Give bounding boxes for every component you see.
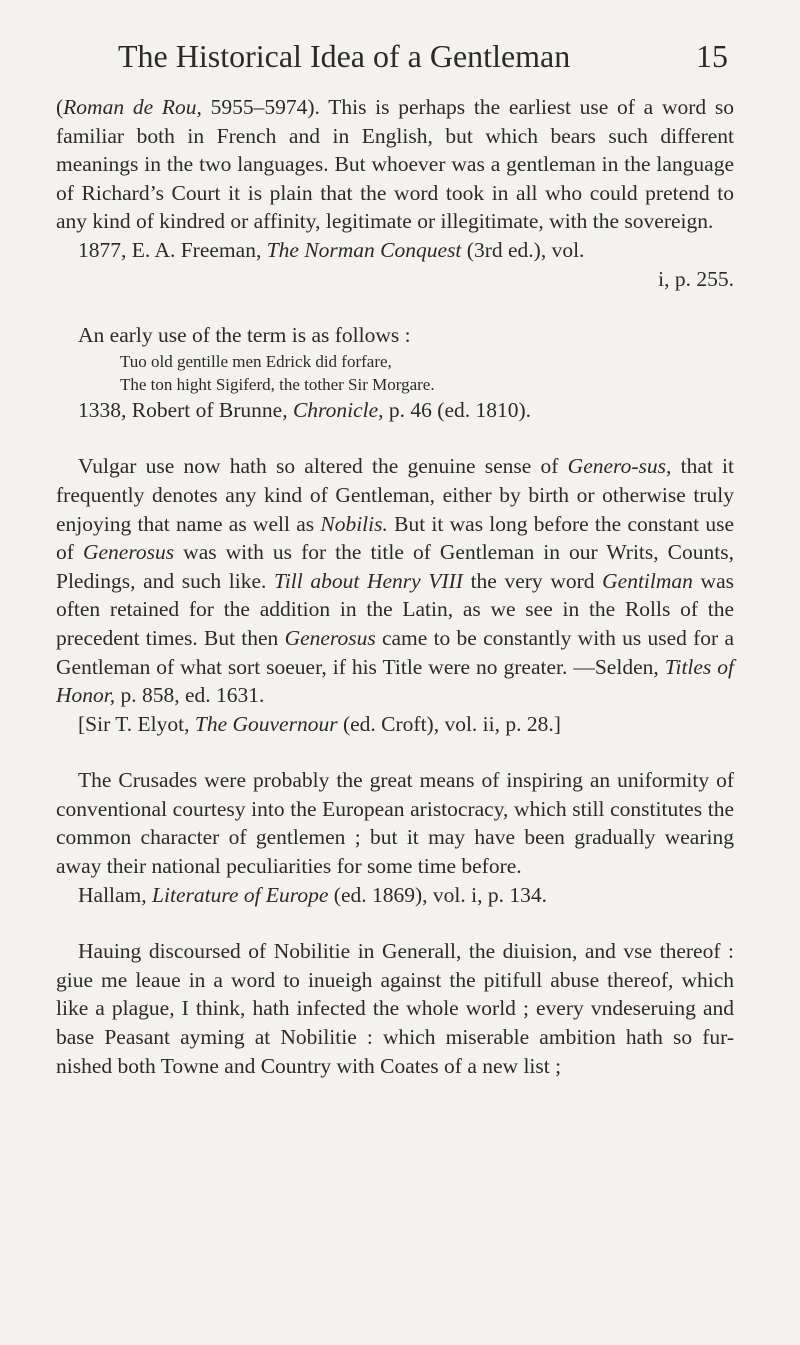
work-title: Literature of Europe [152, 882, 329, 907]
source-citation: 1338, Robert of Brunne, Chronicle, p. 46 (ed. 1810). [78, 397, 532, 422]
page-number: 15 [696, 38, 728, 74]
quotation-paragraph: Hauing discoursed of Nobilitie in Generall, the diuision, and vse thereof : giue me leaue in a word to inueigh against the pitifull abuse thereof, which like a plague, I think, hath infected the whole world ; every vndeseruing and base Peasant ayming at Nobilitie : which miserable ambition hath so fur-nished both Towne and Country with Coates of a new list ; [56, 939, 734, 1078]
page-body [56, 93, 734, 1080]
source-citation: 1877, E. A. Freeman, The Norman Conquest (3rd ed.), vol. [78, 237, 585, 262]
quotation-paragraph: (Roman de Rou, 5955–5974). This is perhaps the earliest use of a word so familiar both in French and in English, but which bears such different meanings in the two languages. But whoever was a gentleman in the language of Richard’s Court it is plain that the word took in all who could pretend to any kind of kindred or affinity, legitimate or illegitimate, with the sovereign. [56, 95, 734, 234]
work-title: Chronicle, [292, 397, 384, 422]
work-title: The Norman Conquest [266, 237, 462, 262]
running-head-title: The Historical Idea of a Gentleman [118, 38, 571, 74]
editorial-note: [Sir T. Elyot, The Gouvernour (ed. Croft), vol. ii, p. 28.] [78, 711, 561, 736]
verse-line: The ton hight Sigiferd, the tother Sir Morgare. [120, 374, 435, 394]
intro-paragraph: An early use of the term is as follows : [78, 323, 411, 348]
work-title: The Gouvernour [194, 711, 338, 736]
work-title: Roman de Rou, [63, 95, 202, 119]
source-citation-cont: i, p. 255. [658, 266, 734, 291]
quotation-paragraph: Vulgar use now hath so altered the genuine sense of Genero-sus, that it frequently denotes any kind of Gentleman, either by birth or otherwise truly enjoying that name as well as Nobilis. But it was long before the constant use of Generosus was with us for the title of Gentleman in our Writs, Counts, Pledings, and such like. Till about Henry VIII the very word Gentilman was often retained for the addition in the Latin, as we see in the Rolls of the precedent times. But then Generosus came to be constantly with us used for a Gentleman of what sort soeuer, if his Title were no greater. —Selden, Titles of Honor, p. 858, ed. 1631. [56, 454, 735, 708]
quotation-paragraph: The Crusades were probably the great means of inspiring an uniformity of conventional courtesy into the European aristocracy, which still constitutes the common character of gentlemen ; but it may have been gradually wearing away their national peculiarities for some time before. [56, 768, 734, 879]
running-head [118, 38, 728, 75]
verse-line: Tuo old gentille men Edrick did forfare, [120, 351, 392, 371]
source-citation: Hallam, Literature of Europe (ed. 1869), vol. i, p. 134. [78, 882, 547, 907]
